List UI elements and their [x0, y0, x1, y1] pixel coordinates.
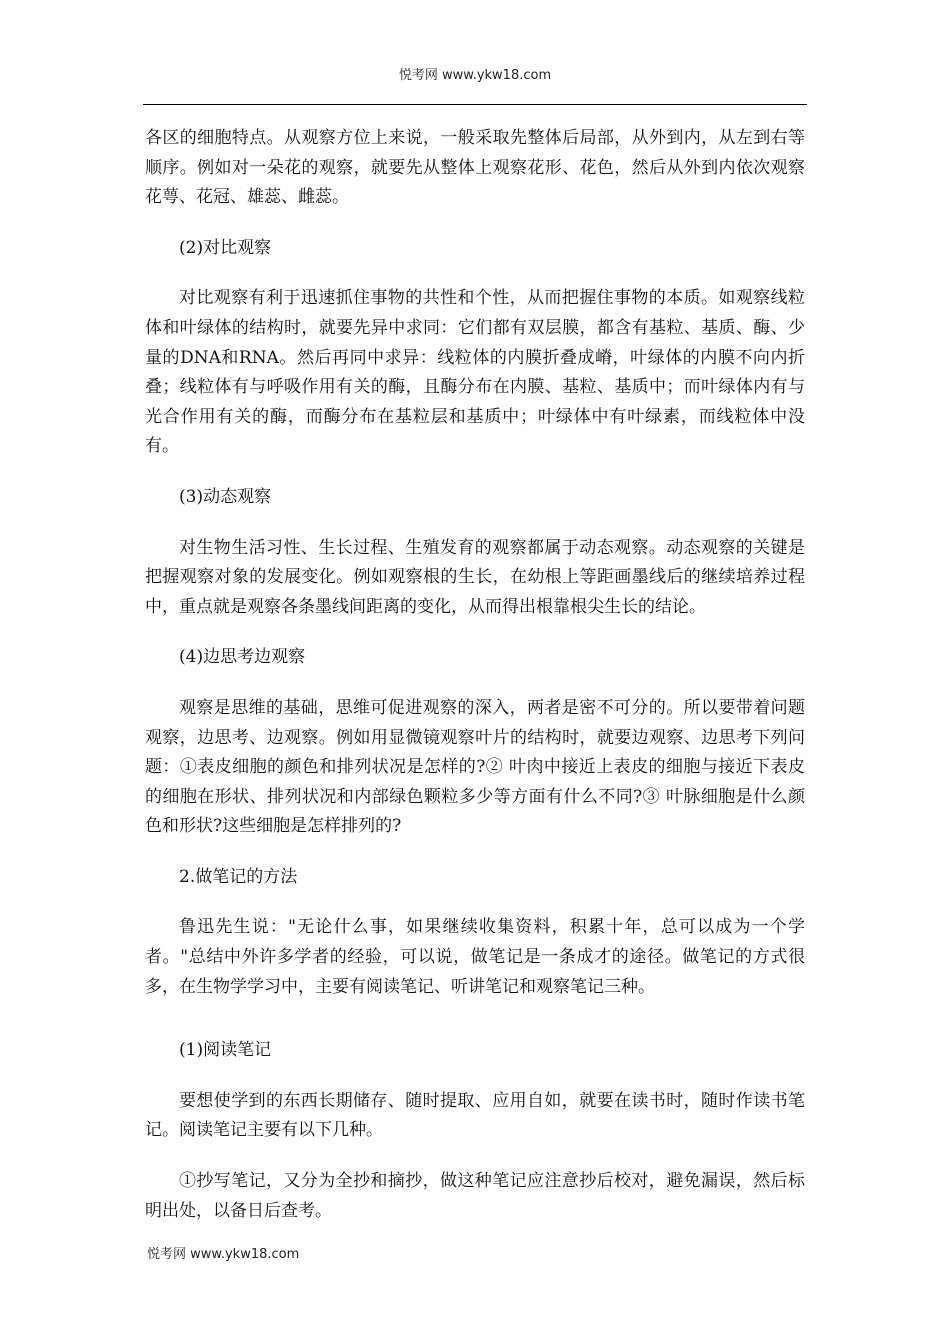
document-body [145, 124, 805, 1226]
header-divider [143, 104, 807, 105]
heading-note-taking-methods: 2.做笔记的方法 [179, 866, 298, 887]
paragraph-2: 对比观察有利于迅速抓住事物的共性和个性，从而把握住事物的本质。如观察线粒体和叶绿体的结构时，就要先异中求同：它们都有双层膜，都含有基粒、基质、酶、少量的DNA和RNA。然后再同中求异：线粒体的内膜折叠成嵴，叶绿体的内膜不向内折叠；线粒体有与呼吸作用有关的酶，且酶分布在内膜、基粒、基质中；而叶绿体内有与光合作用有关的酶，而酶分布在基粒层和基质中；叶绿体中有叶绿素，而线粒体中没有。 [145, 288, 805, 457]
heading-think-while-observing: (4)边思考边观察 [179, 647, 306, 668]
paragraph-6: 要想使学到的东西长期储存、随时提取、应用自如，就要在读书时，随时作读书笔记。阅读笔记主要有以下几种。 [145, 1090, 805, 1141]
paragraph-5: 鲁迅先生说："无论什么事，如果继续收集资料，积累十年，总可以成为一个学者。"总结中外许多学者的经验，可以说，做笔记是一条成才的途径。做笔记的方式很多，在生物学学习中，主要有阅读笔记、听讲笔记和观察笔记三种。 [145, 917, 805, 997]
heading-reading-notes: (1)阅读笔记 [179, 1040, 272, 1061]
paragraph-3: 对生物生活习性、生长过程、生殖发育的观察都属于动态观察。动态观察的关键是把握观察对象的发展变化。例如观察根的生长，在幼根上等距画墨线后的继续培养过程中，重点就是观察各条墨线间距离的变化，从而得出根靠根尖生长的结论。 [145, 537, 805, 617]
paragraph-1: 各区的细胞特点。从观察方位上来说，一般采取先整体后局部，从外到内，从左到右等顺序。例如对一朵花的观察，就要先从整体上观察花形、花色，然后从外到内依次观察花萼、花冠、雄蕊、雌蕊。 [145, 128, 805, 208]
paragraph-4: 观察是思维的基础，思维可促进观察的深入，两者是密不可分的。所以要带着问题观察，边思考、边观察。例如用显微镜观察叶片的结构时，就要边观察、边思考下列问题：①表皮细胞的颜色和排列状况是怎样的?② 叶肉中接近上表皮的细胞与接近下表皮的细胞在形状、排列状况和内部绿色颗粒多少等方面有什么不同?③ 叶脉细胞是什么颜色和形状?这些细胞是怎样排列的? [145, 697, 805, 837]
paragraph-7: ①抄写笔记，又分为全抄和摘抄，做这种笔记应注意抄后校对，避免漏误，然后标明出处，以备日后查考。 [145, 1171, 805, 1221]
page-header: 悦考网 www.ykw18.com [398, 68, 552, 83]
page-footer: 悦考网 www.ykw18.com [147, 1247, 300, 1262]
heading-contrast-observation: (2)对比观察 [179, 237, 272, 258]
heading-dynamic-observation: (3)动态观察 [179, 486, 272, 507]
